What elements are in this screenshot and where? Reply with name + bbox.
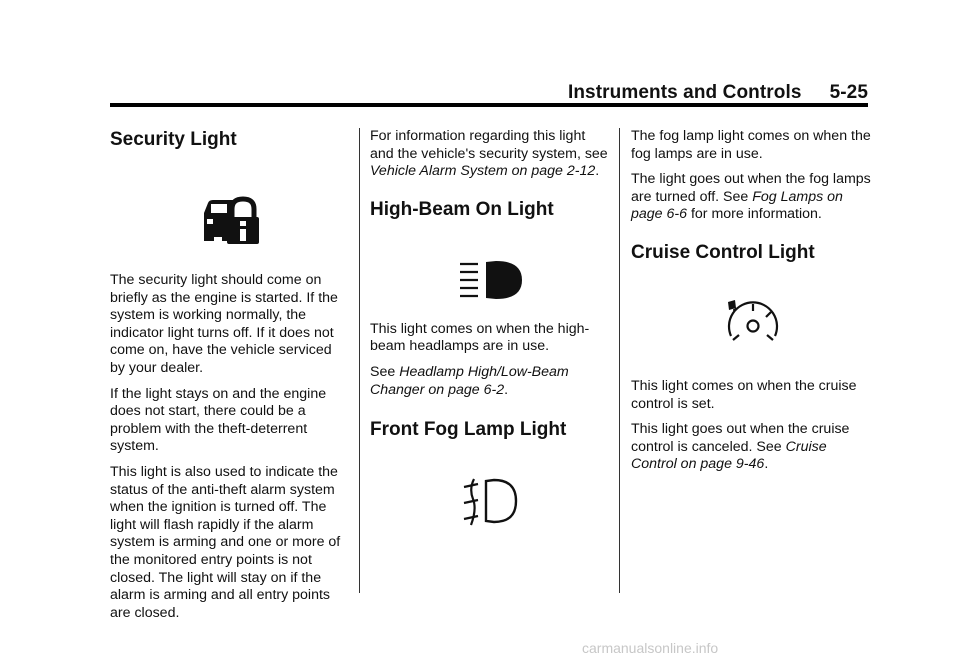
vehicle-alarm-link[interactable]: Vehicle Alarm System on page 2-12 xyxy=(370,163,596,180)
security-light-heading: Security Light xyxy=(110,129,237,150)
headlamp-changer-link[interactable]: Headlamp High/Low-Beam Changer on page 6-2 xyxy=(370,363,569,398)
page-number: 5-25 xyxy=(829,82,868,103)
high-beam-icon xyxy=(456,259,526,303)
front-fog-lamp-icon xyxy=(458,475,522,531)
column-1 xyxy=(110,110,350,622)
high-beam-heading: High-Beam On Light xyxy=(370,198,554,220)
cruise-paragraph-1: This light comes on when the cruise control is set. xyxy=(631,377,857,412)
high-beam-see-paragraph xyxy=(370,364,610,399)
watermark: carmanualsonline.info xyxy=(582,640,719,656)
high-beam-see-text: See xyxy=(370,363,396,380)
column-divider-2 xyxy=(619,128,620,593)
security-paragraph-1: The security light should come on briefly as the engine is started. If the system is working normally, the indicator light turns off. If it does not come on, have the vehicle serviced by your dealer. xyxy=(110,272,338,376)
header-rule xyxy=(110,103,868,107)
fog-paragraph-2-text: The light goes out when the fog lamps are turned off. See xyxy=(631,171,871,205)
fog-paragraph-2-end: for more information. xyxy=(690,206,822,223)
cruise-paragraph-2 xyxy=(631,421,871,474)
security-info-text: For information regarding this light and the vehicle's security system, see xyxy=(370,128,608,162)
column-2 xyxy=(370,128,610,531)
cruise-paragraph-2-end: . xyxy=(764,456,769,473)
fog-paragraph-1: The fog lamp light comes on when the fog lamps are in use. xyxy=(631,128,871,162)
cruise-control-heading: Cruise Control Light xyxy=(631,241,815,263)
cruise-paragraph-2-text: This light goes out when the cruise control is canceled. See xyxy=(631,421,850,455)
security-paragraph-3: This light is also used to indicate the status of the anti-theft alarm system when the ignition is turned off. The light will flash rapidly if the alarm system is arming and one or more of the monitored entry points is not closed. The light will stay on if the alarm is arming and all entry points are closed. xyxy=(110,463,341,621)
fog-lamps-link[interactable]: Fog Lamps on page 6-6 xyxy=(631,188,843,223)
security-paragraph-2: If the light stays on and the engine does not start, there could be a problem with the theft-deterrent system. xyxy=(110,385,327,455)
security-info-end: . xyxy=(595,163,600,180)
security-lock-icon xyxy=(200,195,262,245)
front-fog-heading: Front Fog Lamp Light xyxy=(370,419,567,441)
high-beam-see-end: . xyxy=(504,381,509,398)
column-divider-1 xyxy=(359,128,360,593)
high-beam-paragraph-1: This light comes on when the high-beam headlamps are in use. xyxy=(370,320,590,355)
security-info-paragraph xyxy=(370,128,610,181)
fog-paragraph-2 xyxy=(631,171,871,224)
section-title: Instruments and Controls xyxy=(567,82,802,103)
cruise-control-link[interactable]: Cruise Control on page 9-46 xyxy=(631,438,827,473)
column-3 xyxy=(631,128,871,482)
cruise-control-icon xyxy=(721,298,785,350)
